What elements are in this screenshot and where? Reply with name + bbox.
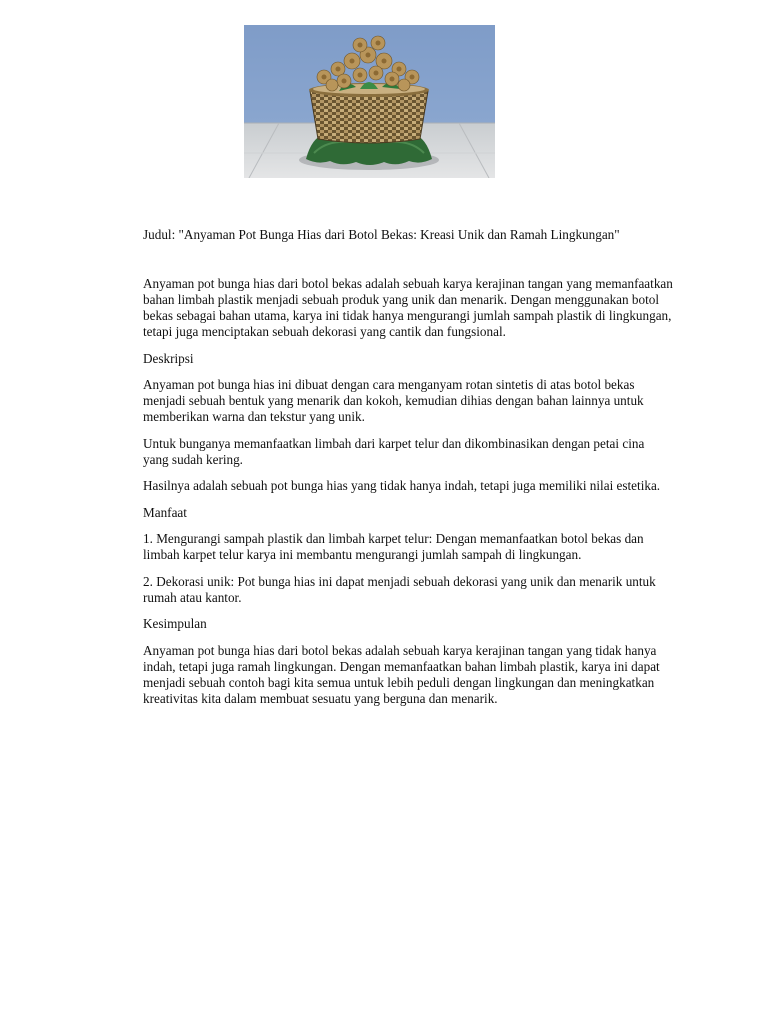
document-body [143,227,673,717]
result-paragraph: Hasilnya adalah sebuah pot bunga hias yang tidak hanya indah, tetapi juga memiliki nilai estetika. [143,478,661,493]
intro-paragraph: Anyaman pot bunga hias dari botol bekas adalah sebuah karya kerajinan tangan yang memanfaatkan bahan limbah plastik menjadi sebuah produk yang unik dan menarik. Dengan menggunakan botol bekas sebagai bahan utama, karya ini tidak hanya mengurangi jumlah sampah plastik di lingkungan, tetapi juga menciptakan sebuah dekorasi yang cantik dan fungsional. [143,276,673,339]
woven-flower-pot-photo [244,25,495,178]
benefit-item-2: 2. Dekorasi unik: Pot bunga hias ini dapat menjadi sebuah dekorasi yang unik dan menarik untuk rumah atau kantor. [143,573,656,605]
description-paragraph: Anyaman pot bunga hias ini dibuat dengan cara menganyam rotan sintetis di atas botol bekas menjadi sebuah bentuk yang menarik dan kokoh, kemudian dihias dengan bahan lainnya untuk memberikan warna dan tekstur yang unik. [143,377,644,424]
flower-material-paragraph: Untuk bunganya memanfaatkan limbah dari karpet telur dan dikombinasikan dengan petai cina yang sudah kering. [143,435,645,467]
section-heading-deskripsi: Deskripsi [143,350,194,366]
benefit-item-1: 1. Mengurangi sampah plastik dan limbah karpet telur: Dengan memanfaatkan botol bekas dan limbah karpet telur karya ini membantu mengurangi jumlah sampah di lingkungan. [143,531,644,562]
section-heading-manfaat: Manfaat [143,504,187,520]
document-title: Judul: "Anyaman Pot Bunga Hias dari Botol Bekas: Kreasi Unik dan Ramah Lingkungan" [143,227,620,242]
conclusion-paragraph: Anyaman pot bunga hias dari botol bekas adalah sebuah karya kerajinan tangan yang tidak hanya indah, tetapi juga ramah lingkungan. Dengan memanfaatkan bahan limbah plastik, karya ini dapat menjadi sebuah contoh bagi kita semua untuk lebih peduli dengan lingkungan dan meningkatkan kreativitas kita dalam membuat sesuatu yang berguna dan menarik. [143,642,660,706]
section-heading-kesimpulan: Kesimpulan [143,616,207,631]
